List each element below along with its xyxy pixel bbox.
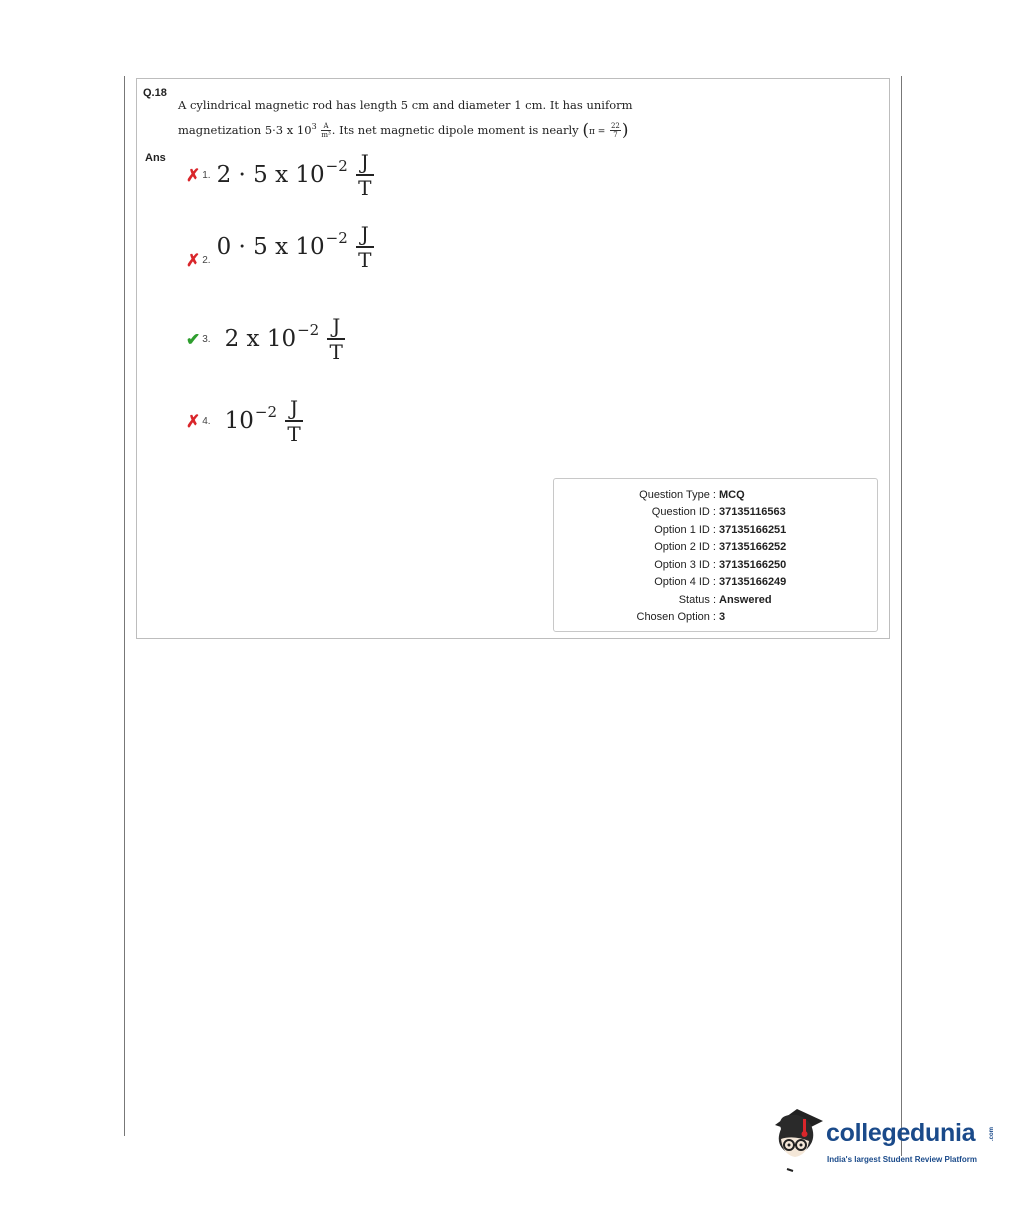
unit-fraction: J T xyxy=(356,152,374,198)
option-expression: 2 x 10 $^{-2}$ J T xyxy=(225,316,346,362)
option-expression: 0 · 5 x 10 $^{-2}$ J T xyxy=(217,224,374,270)
option-expression: 2 · 5 x 10 $^{-2}$ J T xyxy=(217,152,374,198)
option-3 xyxy=(186,316,345,362)
pi-fraction: $\frac{22}{7}$ xyxy=(610,122,620,140)
option-number: 1. xyxy=(202,169,211,181)
page-left-rule xyxy=(124,76,125,1136)
question-text xyxy=(178,95,678,143)
option-expression: 10 $^{-2}$ J T xyxy=(225,398,303,444)
check-mark-icon: ✔ xyxy=(186,329,201,349)
option-1 xyxy=(186,152,374,198)
page-right-rule xyxy=(901,76,902,1156)
option-2 xyxy=(186,224,374,270)
unit-fraction: J T xyxy=(356,224,374,270)
unit-fraction: J T xyxy=(285,398,303,444)
answer-label: Ans xyxy=(145,152,166,164)
unit-fraction: J T xyxy=(327,316,345,362)
question-info-box: Question Type : MCQ Question ID : 37135116563 Option 1 ID : 37135166251 Option 2 ID : 37135166252 Option 3 ID : 37135166250 Option 4 ID : 37135166249 Status : Answered Chosen Option : 3 xyxy=(553,478,878,632)
collegedunia-logo xyxy=(767,1103,997,1173)
magnetization-unit: $\frac{A}{\text{m³}}$ xyxy=(321,122,331,140)
option-number: 4. xyxy=(202,415,211,427)
wrong-mark-icon: ✗ xyxy=(186,165,201,185)
option-number: 2. xyxy=(202,254,211,266)
wrong-mark-icon: ✗ xyxy=(186,411,201,431)
question-line-1: A cylindrical magnetic rod has length 5 cm and diameter 1 cm. It has uniform xyxy=(178,98,633,112)
question-number: Q.18 xyxy=(143,87,167,99)
mascot-icon xyxy=(767,1103,827,1173)
option-number: 3. xyxy=(202,333,211,345)
question-line-2: magnetization 5·3 x $10^3$ $\frac{A}{\text{m³}}$ . Its net magnetic dipole moment is nearly (π = $\frac{22}{7}$ ) xyxy=(178,120,629,141)
option-4 xyxy=(186,398,303,444)
brand-name: collegedunia xyxy=(826,1119,976,1147)
brand-domain: .com xyxy=(989,1126,996,1142)
wrong-mark-icon: ✗ xyxy=(186,250,201,270)
brand-tagline: India's largest Student Review Platform xyxy=(827,1155,977,1164)
